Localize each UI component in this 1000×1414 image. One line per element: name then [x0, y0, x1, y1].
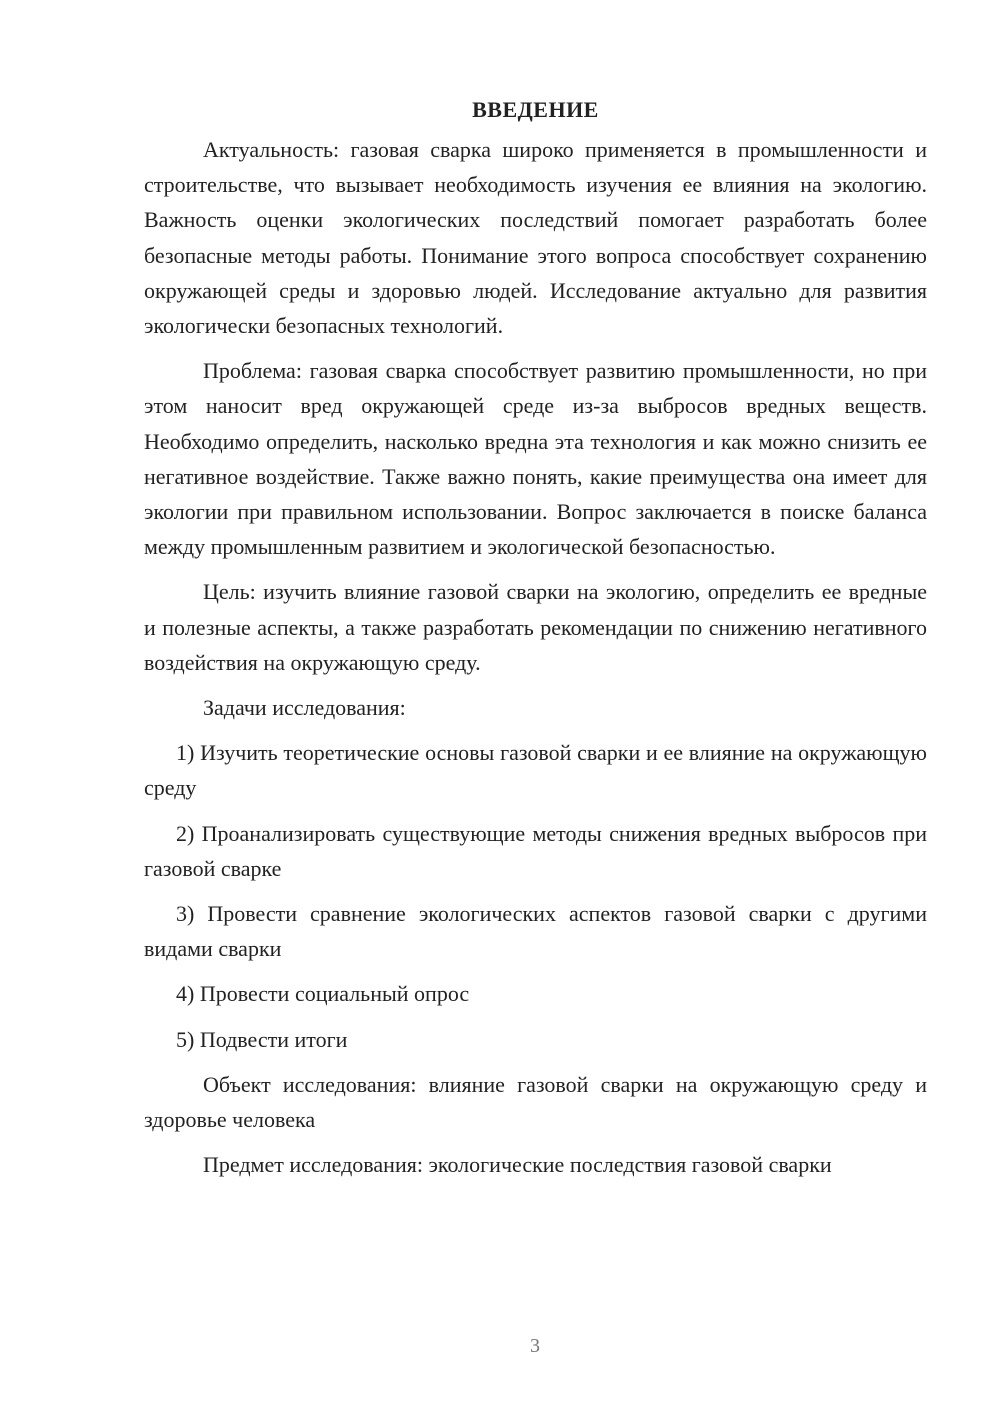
paragraph-tasks-title: Задачи исследования: [203, 695, 406, 721]
document-body [144, 92, 927, 1192]
paragraph-goal: Цель: изучить влияние газовой сварки на экологию, определить ее вредные и полезные аспекты, а также разработать рекомендации по снижению негативного воздействия на окружающую среду. [144, 579, 927, 675]
list-item: 2) Проанализировать существующие методы снижения вредных выбросов при газовой сварке [144, 820, 927, 881]
paragraph-object: Объект исследования: влияние газовой сварки на окружающую среду и здоровье человека [144, 1071, 927, 1133]
paragraph-relevance: Актуальность: газовая сварка широко применяется в промышленности и строительстве, что вызывает необходимость изучения ее влияния на экологию. Важность оценки экологических последствий помогает разработать более безопасные методы работы. Понимание этого вопроса способствует сохранению окружающей среды и здоровью людей. Исследование актуально для развития экологически безопасных технологий. [144, 137, 927, 339]
section-heading: ВВЕДЕНИЕ [472, 97, 599, 122]
list-item: 5) Подвести итоги [176, 1026, 348, 1052]
list-item: 1) Изучить теоретические основы газовой сварки и ее влияние на окружающую среду [144, 740, 927, 801]
paragraph-subject: Предмет исследования: экологические последствия газовой сварки [203, 1152, 832, 1178]
list-item: 3) Провести сравнение экологических аспектов газовой сварки с другими видами сварки [144, 901, 927, 962]
page-number: 3 [530, 1335, 540, 1357]
list-item: 4) Провести социальный опрос [176, 981, 470, 1007]
paragraph-problem: Проблема: газовая сварка способствует развитию промышленности, но при этом наносит вред окружающей среде из-за выбросов вредных веществ. Необходимо определить, насколько вредна эта технология и как можно снизить ее негативное воздействие. Также важно понять, какие преимущества она имеет для экологии при правильном использовании. Вопрос заключается в поиске баланса между промышленным развитием и экологической безопасностью. [144, 358, 927, 560]
